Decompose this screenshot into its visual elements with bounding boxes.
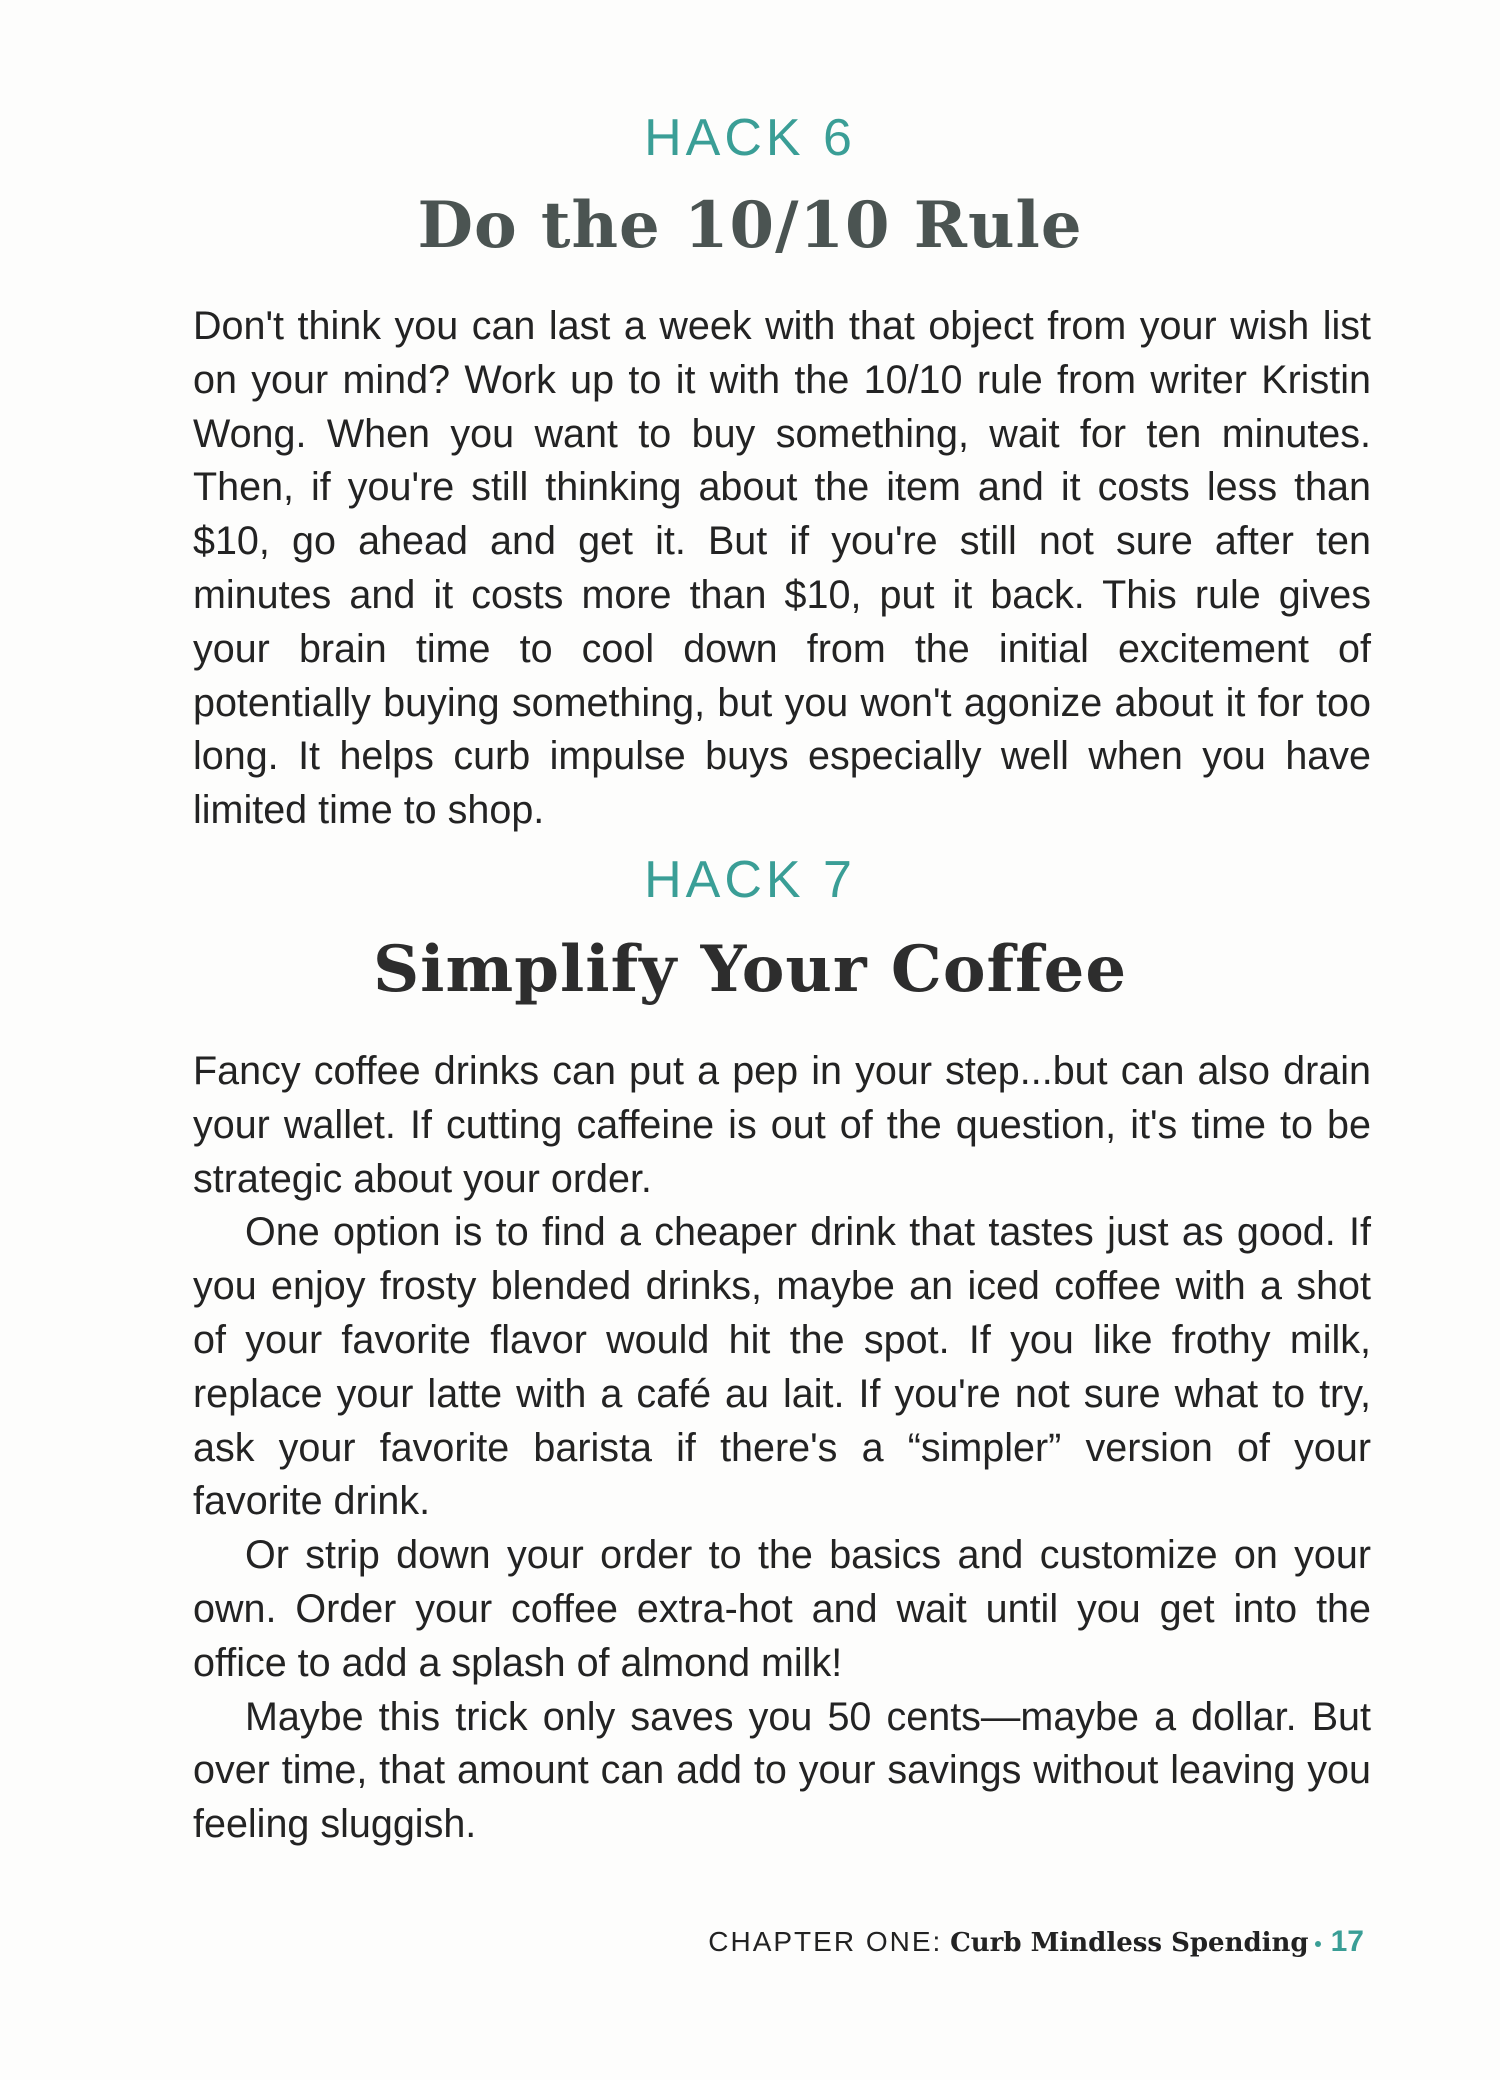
hack-7-body xyxy=(193,1045,1371,1852)
hack-7-paragraph-1: Fancy coffee drinks can put a pep in your step...but can also drain your wallet. If cutting caffeine is out of the question, it's time to be strategic about your order. xyxy=(193,1049,1371,1201)
hack-6-paragraph: Don't think you can last a week with that object from your wish list on your mind? Work up to it with the 10/10 rule from writer Kristin Wong. When you want to buy something, wait for ten minutes. Then, if you're still thinking about the item and it costs less than $10, go ahead and get it. But if you're still not sure after ten minutes and it costs more than $10, put it back. This rule gives your brain time to cool down from the initial excitement of potentially buying something, but you won't agonize about it for too long. It helps curb impulse buys especially well when you have limited time to shop. xyxy=(193,304,1371,833)
hack-7-paragraph-3: Or strip down your order to the basics and customize on your own. Order your coffee extra-hot and wait until you get into the office to add a splash of almond milk! xyxy=(193,1533,1371,1685)
hack-7-label: HACK 7 xyxy=(644,851,856,909)
footer-dot-icon xyxy=(1315,1941,1321,1947)
hack-6-label: HACK 6 xyxy=(644,109,856,167)
hack-7-title: Simplify Your Coffee xyxy=(372,932,1128,1007)
hack-7-paragraph-2: One option is to find a cheaper drink that tastes just as good. If you enjoy frosty blended drinks, maybe an iced coffee with a shot of your favorite flavor would hit the spot. If you like frothy milk, replace your latte with a café au lait. If you're not sure what to try, ask your favorite barista if there's a “simpler” version of your favorite drink. xyxy=(193,1210,1371,1524)
hack-7-paragraph-4: Maybe this trick only saves you 50 cents—maybe a dollar. But over time, that amount can add to your savings without leaving you feeling sluggish. xyxy=(193,1694,1371,1847)
page-footer xyxy=(708,1925,1364,1959)
page-number: 17 xyxy=(1330,1925,1364,1958)
hack-6-body xyxy=(193,300,1371,838)
footer-chapter-title: Curb Mindless Spending xyxy=(950,1928,1309,1958)
hack-6-title: Do the 10/10 Rule xyxy=(417,188,1083,263)
footer-chapter-label: CHAPTER ONE: xyxy=(708,1926,943,1957)
